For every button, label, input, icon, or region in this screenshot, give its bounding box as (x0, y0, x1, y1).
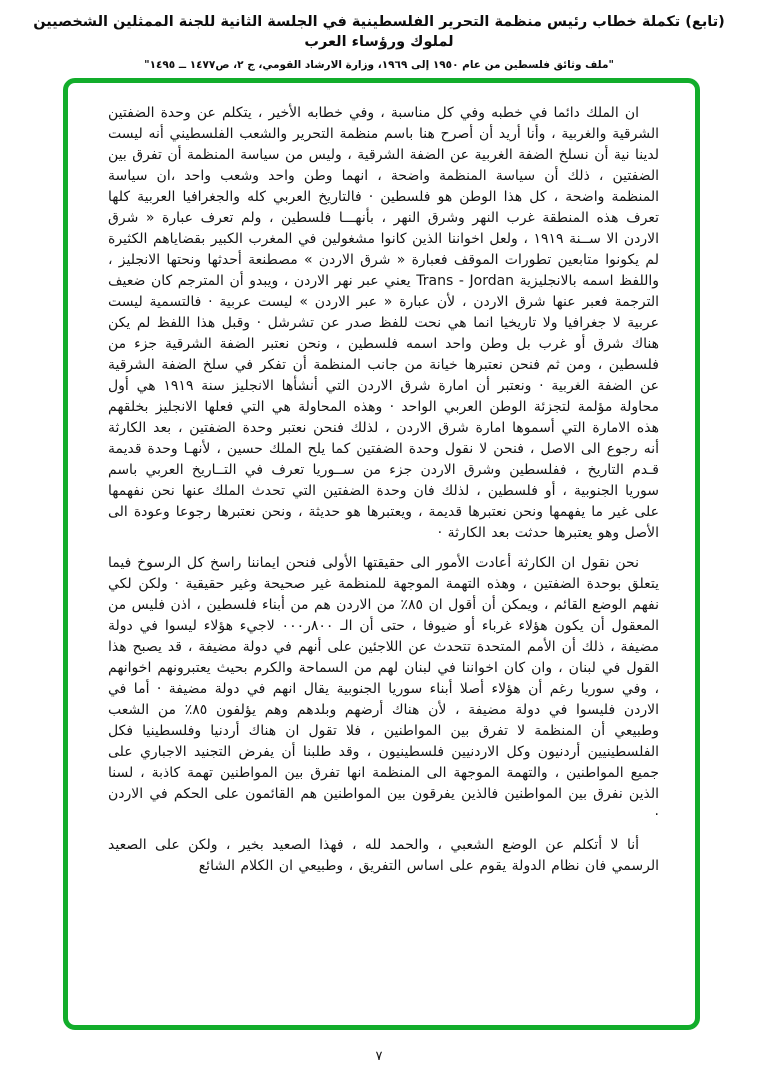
document-body (108, 103, 659, 877)
body-paragraph-2: نحن نقول ان الكارثة أعادت الأمور الى حقيقتها الأولى فنحن ايماننا راسخ كل الرسوخ فيما يتعلق بوحدة الضفتين ، وهذه التهمة الموجهة للمنظمة غير صحيحة وغير حقيقية · ولكن لكي نفهم الوضع القائم ، ويمكن أن أقول ان ٨٥٪ من الاردن هم من أبناء فلسطين ، اذن فليس من المعقول أن يكون هؤلاء غرباء أو ضيوفا ، حتى أن الـ ٨٠٠ر٠٠٠ لاجيء هؤلاء ليسوا في دولة مضيفة ، ذلك أن الأمم المتحدة تتحدث عن اللاجئين على أنهم في دولة مضيفة ، قد يصبح هذا القول في لبنان ، وان كان اخواننا في لبنان لهم من السماحة والكرم بحيث يعتبرونهم اخوانهم ، وفي سوريا رغم أن هؤلاء أصلا أبناء سوريا الجنوبية يقال انهم في دولة مضيفة · أما في الاردن فليسوا في دولة مضيفة ، لأن هناك أرضهم وبلدهم وهم يؤلفون ٨٥٪ من الشعب وطبيعي أن المنظمة لا تفرق بين المواطنين ، فلا تقول ان هناك أردنيا وفلسطينيا فكل الفلسطينيين أردنيون وكل الاردنيين فلسطينيون ، وقد طلبنا أن يفرض التجنيد الاجباري على جميع المواطنين ، والتهمة الموجهة الى المنظمة انها تفرق بين المواطنين تهمة كاذبة ، لسنا الذين نفرق بين المواطنين فالذين يفرقون بين المواطنين هم القائمون على الحكم في الاردن · (108, 555, 659, 823)
page-header (0, 0, 758, 71)
document-source-citation: "ملف وثائق فلسطين من عام ١٩٥٠ إلى ١٩٦٩، وزارة الارشاد القومي، ج ٢، ص١٤٧٧ ــ ١٤٩٥" (144, 59, 614, 72)
body-paragraph-3: أنا لا أتكلم عن الوضع الشعبي ، والحمد لله ، فهذا الصعيد بخير ، ولكن على الصعيد الرسمي فان نظام الدولة يقوم على اساس التفريق ، وطبيعي ان الكلام الشائع (108, 837, 659, 874)
document-text-frame (63, 78, 700, 1030)
page-footer (0, 1045, 758, 1064)
page-number: ٧ (375, 1049, 383, 1064)
document-title: (تابع) تكملة خطاب رئيس منظمة التحرير الفلسطينية في الجلسة الثانية للجنة الممثلين الشخصيين لملوك ورؤساء العرب (33, 14, 725, 50)
body-paragraph-1: ان الملك دائما في خطبه وفي كل مناسبة ، وفي خطابه الأخير ، يتكلم عن وحدة الضفتين الشرقية والغربية ، وأنا أريد أن أصرح هنا باسم منظمة التحرير والشعب الفلسطيني أنه ليست لدينا نية أن نسلخ الضفة الغربية عن الضفة الشرقية ، وليس من سياسة المنظمة أن تفرق بين الضفتين ، ذلك أن سياسة المنظمة واضحة ، انهما وطن واحد وشعب واحد ،ان سياسة المنظمة واضحة ، كل هذا الوطن هو فلسطين · فالتاريخ العربي كله والجغرافيا العربية كلها تعرف هذه المنطقة غرب النهر وشرق النهر ، بأنهـــا فلسطين ، ولم تعرف عبارة « شرق الاردن الا ســنة ١٩١٩ ، ولعل اخواننا الذين كانوا مشغولين في المغرب الكبير بقضاياهم الكثيرة لم يكونوا متابعين تطورات الموقف فعبارة « شرق الاردن » مصطنعة أحدثها ونحتها الانجليز ، واللفظ اسمه بالانجليزية Trans - Jordan يعني عبر نهر الاردن ، ويبدو أن المترجم كان ضعيف الترجمة فعبر عنها شرق الاردن ، لأن عبارة « عبر الاردن » ليست عربية · فالتسمية ليست عربية لا جغرافيا ولا تاريخيا انما هي نحت للفظ صدر عن تشرشل · وقبل هذا اللفظ لم يكن هناك شرق أو غرب بل وطن واحد اسمه فلسطين ، ونحن نعتبر الضفة الشرقية جزء من فلسطين ، ومن ثم فنحن نعتبرها خيانة من جانب المنظمة أن تفكر في سلخ الضفة الشرقية عن الضفة الغربية · ونعتبر أن امارة شرق الاردن التي أنشأها الانجليز سنة ١٩١٩ هي أول محاولة مؤلمة لتجزئة الوطن العربي الواحد · وهذه المحاولة هي التي فعلها الانجليز بخلقهم هذه الامارة التي أسموها امارة شرق الاردن ، لذلك فنحن نعتبر وحدة الضفتين ، بعد الكارثة أنه رجوع الى الاصل ، فنحن لا نقول وحدة الضفتين كما يلح الملك حسين ، لأنهـا وحدة قديمة قـدم التاريخ ، ففلسطين وشرق الاردن جزء من ســوريا تعرف في التــاريخ العربي باسم سوريا الجنوبية ، أو فلسطين ، لذلك فان وحدة الضفتين التي تحدث الملك عنها نحن نفهمها على غير ما يفهمها ونحن نعتبرها قديمة ، ويعتبرها هو حديثة ، ونحن نعتبرها رجوعا وعودة الى الأصل وهو يعتبرها حدثت بعد الكارثة · (108, 105, 659, 541)
